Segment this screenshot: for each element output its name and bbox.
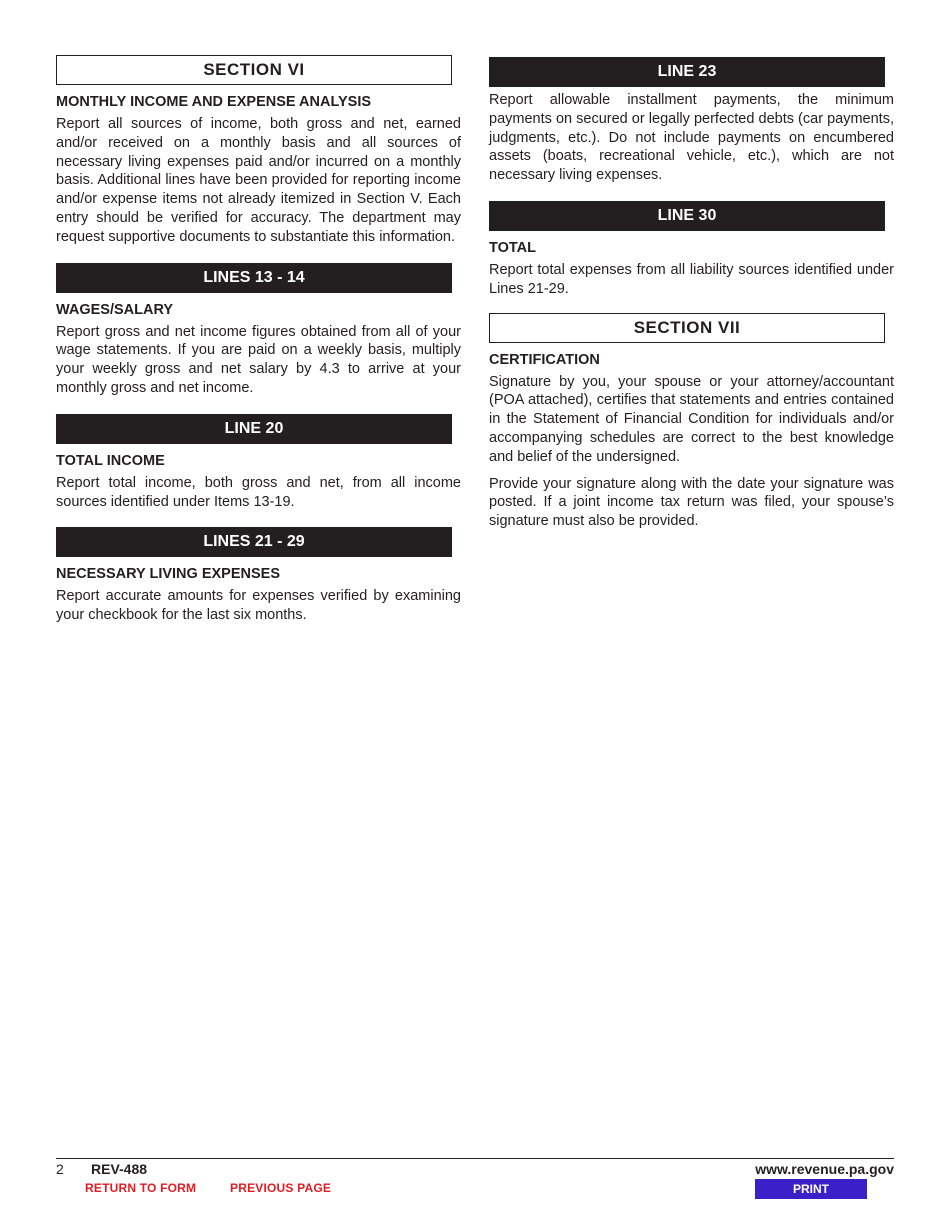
section-vi-header: SECTION VI: [56, 55, 452, 85]
section-vii-subheading: CERTIFICATION: [489, 351, 600, 368]
print-button[interactable]: PRINT: [755, 1179, 867, 1199]
section-vi-subheading: MONTHLY INCOME AND EXPENSE ANALYSIS: [56, 94, 372, 110]
line-20-subheading: TOTAL INCOME: [56, 452, 165, 469]
lines-13-14-header: LINES 13 - 14: [56, 263, 452, 293]
right-column: [489, 57, 894, 531]
lines-13-14-subheading: WAGES/SALARY: [56, 301, 174, 318]
line-30-header: LINE 30: [489, 201, 885, 231]
section-vii-text-2: Provide your signature along with the date your signature was posted. If a joint income tax return was filed, your spouse’s signature must also be provided.: [489, 475, 894, 530]
section-vi-text: Report all sources of income, both gross and net, earned and/or received on a monthly basis and all sources of necessary living expenses paid and/or incurred on a monthly basis. Additional lines have been provided for reporting income and/or expense items not already itemized in Section V. Each entry should be verified for accuracy. The department may request supportive documents to substantiate this information.: [56, 116, 461, 245]
lines-21-29-header: LINES 21 - 29: [56, 527, 452, 557]
footer-divider: [56, 1158, 894, 1159]
line-20-text: Report total income, both gross and net, from all income sources identified under Items 13-19.: [56, 474, 461, 510]
lines-21-29-subheading: NECESSARY LIVING EXPENSES: [56, 566, 281, 583]
line-30-subheading: TOTAL: [489, 239, 536, 256]
previous-page-link[interactable]: PREVIOUS PAGE: [230, 1181, 332, 1195]
line-23-header: LINE 23: [489, 57, 885, 87]
line-23-text: Report allowable installment payments, the minimum payments on secured or legally perfected debts (car payments, judgments, etc.). Do not include payments on encumbered assets (boats, recreational vehicle, etc.), which are not necessary living expenses.: [489, 92, 894, 184]
lines-13-14-text: Report gross and net income figures obtained from all of your wage statements. If you are paid on a weekly basis, multiply your weekly gross and net salary by 4.3 to arrive at your monthly gross and net income.: [56, 323, 461, 396]
section-vii-header: SECTION VII: [489, 313, 885, 343]
form-id: REV-488: [91, 1161, 148, 1177]
line-20-header: LINE 20: [56, 414, 452, 444]
return-to-form-link[interactable]: RETURN TO FORM: [85, 1181, 197, 1195]
section-vii-text-1: Signature by you, your spouse or your attorney/accountant (POA attached), certifies that statements and entries contained in the Statement of Financial Condition for individuals and/or accompanying schedules are correct to the best knowledge and belief of the undersigned.: [489, 373, 894, 465]
left-column: [56, 55, 461, 625]
lines-21-29-text: Report accurate amounts for expenses verified by examining your checkbook for the last six months.: [56, 588, 461, 624]
website-link: www.revenue.pa.gov: [755, 1161, 894, 1177]
line-30-text: Report total expenses from all liability sources identified under Lines 21-29.: [489, 261, 894, 297]
page-number: 2: [56, 1161, 64, 1177]
